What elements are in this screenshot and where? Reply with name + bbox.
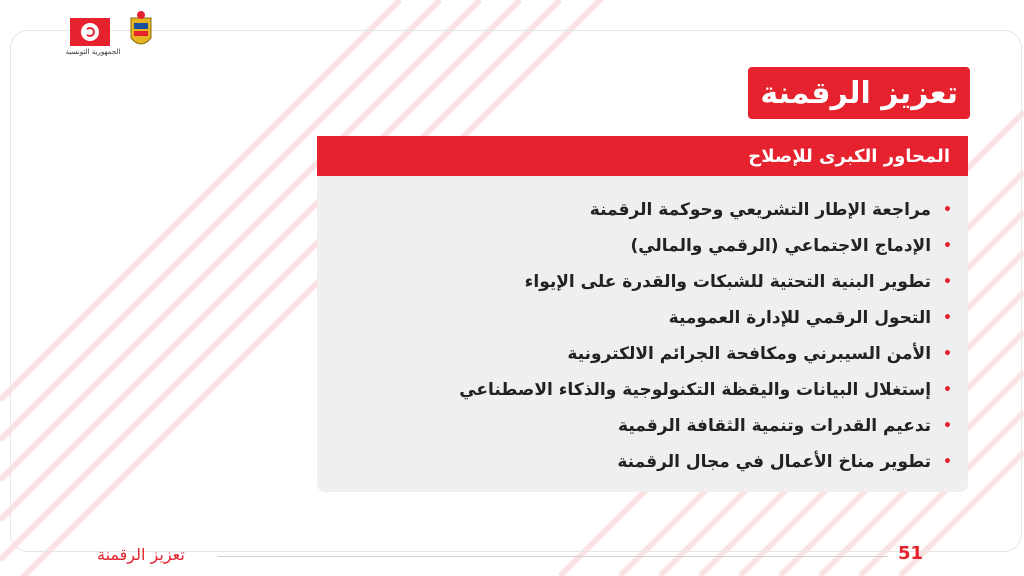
list-item-text: مراجعة الإطار التشريعي وحوكمة الرقمنة	[589, 200, 932, 220]
bullet-icon: •	[943, 346, 952, 362]
tunisia-flag-icon	[70, 18, 110, 46]
list-item-text: تطوير البنية التحتية للشبكات والقدرة على الإيواء	[524, 272, 932, 292]
coat-of-arms-icon	[128, 10, 154, 54]
government-logo	[52, 8, 162, 60]
page-number: 51	[898, 543, 924, 564]
list-item-text: تدعيم القدرات وتنمية الثقافة الرقمية	[618, 416, 932, 436]
country-label: الجمهورية التونسية	[65, 48, 121, 56]
list-item	[330, 228, 952, 264]
list-item	[330, 372, 952, 408]
list-item	[330, 444, 952, 480]
bullet-icon: •	[943, 310, 952, 326]
list-item	[330, 264, 952, 300]
bullet-icon: •	[943, 418, 952, 434]
list-item-text: تطوير مناخ الأعمال في مجال الرقمنة	[617, 452, 932, 472]
list-item-text: إستغلال البيانات واليقظة التكنولوجية والذكاء الاصطناعي	[459, 380, 932, 400]
footer-divider	[218, 556, 888, 557]
footer-section-label: تعزيز الرقمنة	[97, 545, 185, 564]
list-item	[330, 300, 952, 336]
list-item-text: التحول الرقمي للإدارة العمومية	[668, 308, 932, 328]
bullet-icon: •	[943, 454, 952, 470]
reform-axes-list	[330, 192, 952, 480]
list-item	[330, 192, 952, 228]
bullet-icon: •	[943, 274, 952, 290]
list-item	[330, 336, 952, 372]
bullet-icon: •	[943, 238, 952, 254]
list-item-text: الإدماج الاجتماعي (الرقمي والمالي)	[630, 236, 932, 256]
bullet-icon: •	[943, 202, 952, 218]
bullet-icon: •	[943, 382, 952, 398]
list-item-text: الأمن السيبرني ومكافحة الجرائم الالكترونية	[567, 344, 932, 364]
list-item	[330, 408, 952, 444]
panel-heading: المحاور الكبرى للإصلاح	[317, 136, 968, 176]
slide-title: تعزيز الرقمنة	[748, 67, 970, 119]
